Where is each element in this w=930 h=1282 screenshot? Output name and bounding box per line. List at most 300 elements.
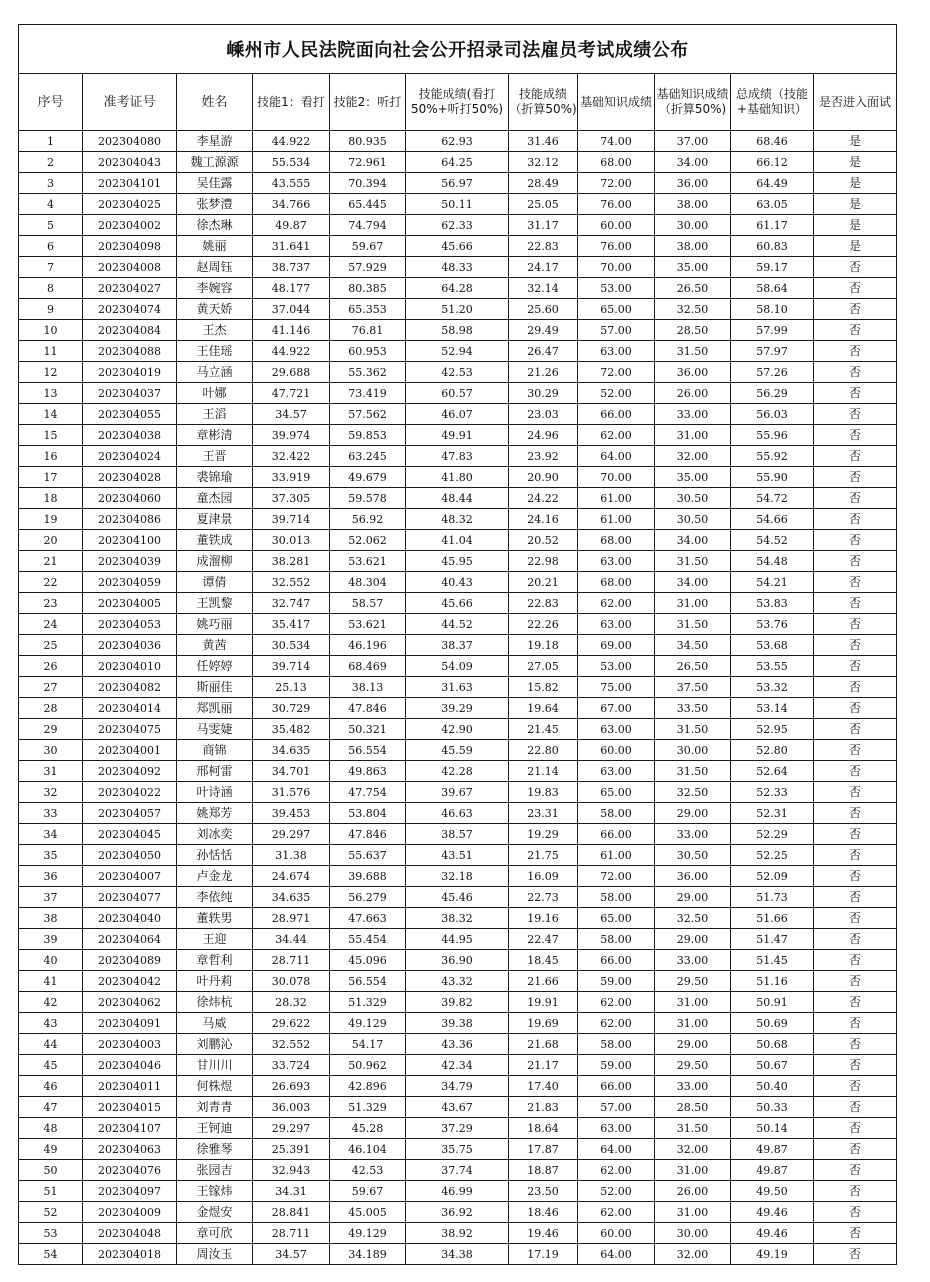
cell-skill-converted: 19.83: [509, 782, 578, 803]
cell-basic-converted: 30.00: [655, 740, 731, 761]
cell-skill-converted: 22.80: [509, 740, 578, 761]
cell-skill-listen: 49.129: [330, 1223, 406, 1244]
cell-skill-view: 39.453: [253, 803, 330, 824]
cell-skill-view: 34.701: [253, 761, 330, 782]
col-header-skill-score: 技能成绩(看打50%+听打50%): [406, 74, 509, 131]
table-row: [19, 740, 897, 761]
cell-total: 55.92: [731, 446, 814, 467]
cell-skill-converted: 19.16: [509, 908, 578, 929]
cell-total: 53.76: [731, 614, 814, 635]
cell-total: 66.12: [731, 152, 814, 173]
cell-skill-view: 37.305: [253, 488, 330, 509]
cell-index: 10: [19, 320, 83, 341]
cell-exam-id: 202304059: [83, 572, 177, 593]
cell-exam-id: 202304092: [83, 761, 177, 782]
cell-skill-score: 42.34: [406, 1055, 509, 1076]
cell-name: 王镓炜: [177, 1181, 253, 1202]
cell-name: 赵周钰: [177, 257, 253, 278]
cell-interview: 否: [814, 530, 897, 551]
cell-skill-view: 33.919: [253, 467, 330, 488]
cell-basic-converted: 29.50: [655, 1055, 731, 1076]
cell-skill-listen: 68.469: [330, 656, 406, 677]
cell-basic-score: 72.00: [578, 362, 655, 383]
cell-basic-score: 65.00: [578, 299, 655, 320]
cell-total: 51.66: [731, 908, 814, 929]
score-rows: [19, 131, 897, 1265]
score-sheet: [18, 24, 896, 1265]
cell-index: 38: [19, 908, 83, 929]
cell-skill-score: 48.33: [406, 257, 509, 278]
cell-skill-score: 62.33: [406, 215, 509, 236]
cell-skill-converted: 24.22: [509, 488, 578, 509]
cell-name: 刘鹏沁: [177, 1034, 253, 1055]
cell-exam-id: 202304098: [83, 236, 177, 257]
cell-skill-listen: 59.853: [330, 425, 406, 446]
cell-interview: 否: [814, 866, 897, 887]
cell-skill-listen: 38.13: [330, 677, 406, 698]
table-row: [19, 530, 897, 551]
cell-basic-converted: 30.50: [655, 845, 731, 866]
cell-skill-listen: 55.454: [330, 929, 406, 950]
cell-name: 王钶迪: [177, 1118, 253, 1139]
cell-index: 12: [19, 362, 83, 383]
cell-skill-listen: 65.445: [330, 194, 406, 215]
cell-name: 马雯婕: [177, 719, 253, 740]
cell-exam-id: 202304009: [83, 1202, 177, 1223]
cell-basic-converted: 36.00: [655, 362, 731, 383]
cell-total: 54.48: [731, 551, 814, 572]
table-row: [19, 215, 897, 236]
cell-basic-score: 53.00: [578, 656, 655, 677]
cell-basic-score: 57.00: [578, 320, 655, 341]
cell-total: 63.05: [731, 194, 814, 215]
cell-skill-converted: 22.26: [509, 614, 578, 635]
cell-skill-view: 30.013: [253, 530, 330, 551]
cell-interview: 否: [814, 1055, 897, 1076]
cell-skill-score: 44.52: [406, 614, 509, 635]
cell-skill-listen: 51.329: [330, 1097, 406, 1118]
cell-skill-score: 42.53: [406, 362, 509, 383]
cell-exam-id: 202304074: [83, 299, 177, 320]
cell-skill-converted: 24.16: [509, 509, 578, 530]
cell-index: 17: [19, 467, 83, 488]
cell-index: 3: [19, 173, 83, 194]
cell-basic-score: 69.00: [578, 635, 655, 656]
cell-skill-view: 33.724: [253, 1055, 330, 1076]
cell-skill-view: 30.729: [253, 698, 330, 719]
cell-skill-score: 37.29: [406, 1118, 509, 1139]
cell-total: 49.46: [731, 1202, 814, 1223]
cell-index: 29: [19, 719, 83, 740]
cell-index: 11: [19, 341, 83, 362]
cell-skill-score: 48.44: [406, 488, 509, 509]
cell-total: 68.46: [731, 131, 814, 152]
cell-total: 60.83: [731, 236, 814, 257]
cell-skill-listen: 63.245: [330, 446, 406, 467]
col-header-total: 总成绩（技能+基础知识）: [731, 74, 814, 131]
table-row: [19, 383, 897, 404]
cell-index: 37: [19, 887, 83, 908]
table-row: [19, 194, 897, 215]
cell-name: 王晋: [177, 446, 253, 467]
cell-skill-converted: 17.40: [509, 1076, 578, 1097]
cell-exam-id: 202304088: [83, 341, 177, 362]
table-row: [19, 509, 897, 530]
cell-interview: 否: [814, 1097, 897, 1118]
col-header-basic-score: 基础知识成绩: [578, 74, 655, 131]
cell-skill-score: 41.04: [406, 530, 509, 551]
cell-skill-converted: 21.26: [509, 362, 578, 383]
table-row: [19, 425, 897, 446]
cell-basic-converted: 35.00: [655, 467, 731, 488]
cell-exam-id: 202304003: [83, 1034, 177, 1055]
cell-skill-listen: 57.562: [330, 404, 406, 425]
cell-skill-converted: 25.60: [509, 299, 578, 320]
cell-index: 44: [19, 1034, 83, 1055]
cell-skill-view: 44.922: [253, 131, 330, 152]
cell-skill-listen: 46.104: [330, 1139, 406, 1160]
cell-exam-id: 202304025: [83, 194, 177, 215]
cell-name: 孙恬恬: [177, 845, 253, 866]
cell-total: 56.29: [731, 383, 814, 404]
cell-total: 52.31: [731, 803, 814, 824]
cell-exam-id: 202304001: [83, 740, 177, 761]
cell-skill-listen: 50.321: [330, 719, 406, 740]
cell-total: 52.33: [731, 782, 814, 803]
cell-skill-listen: 56.554: [330, 740, 406, 761]
cell-total: 54.72: [731, 488, 814, 509]
cell-interview: 否: [814, 1244, 897, 1265]
cell-total: 50.68: [731, 1034, 814, 1055]
cell-interview: 是: [814, 215, 897, 236]
cell-index: 1: [19, 131, 83, 152]
table-row: [19, 152, 897, 173]
cell-basic-score: 66.00: [578, 404, 655, 425]
cell-basic-converted: 31.00: [655, 425, 731, 446]
table-row: [19, 278, 897, 299]
cell-total: 52.25: [731, 845, 814, 866]
cell-basic-converted: 31.00: [655, 1202, 731, 1223]
cell-skill-converted: 18.46: [509, 1202, 578, 1223]
cell-skill-score: 38.92: [406, 1223, 509, 1244]
cell-skill-converted: 19.69: [509, 1013, 578, 1034]
cell-index: 14: [19, 404, 83, 425]
cell-skill-score: 39.38: [406, 1013, 509, 1034]
cell-skill-listen: 50.962: [330, 1055, 406, 1076]
cell-skill-view: 55.534: [253, 152, 330, 173]
cell-skill-listen: 49.129: [330, 1013, 406, 1034]
cell-basic-converted: 31.00: [655, 1013, 731, 1034]
cell-skill-view: 25.13: [253, 677, 330, 698]
cell-skill-converted: 19.18: [509, 635, 578, 656]
cell-basic-converted: 37.50: [655, 677, 731, 698]
cell-skill-converted: 22.47: [509, 929, 578, 950]
table-row: [19, 1097, 897, 1118]
cell-skill-listen: 53.804: [330, 803, 406, 824]
table-row: [19, 1160, 897, 1181]
cell-interview: 否: [814, 467, 897, 488]
cell-exam-id: 202304091: [83, 1013, 177, 1034]
cell-skill-listen: 59.67: [330, 236, 406, 257]
cell-name: 李依纯: [177, 887, 253, 908]
cell-interview: 是: [814, 152, 897, 173]
cell-interview: 否: [814, 929, 897, 950]
cell-skill-score: 49.91: [406, 425, 509, 446]
table-row: [19, 1013, 897, 1034]
cell-exam-id: 202304010: [83, 656, 177, 677]
cell-skill-listen: 80.935: [330, 131, 406, 152]
cell-skill-view: 32.552: [253, 572, 330, 593]
cell-skill-score: 38.57: [406, 824, 509, 845]
cell-skill-view: 34.57: [253, 404, 330, 425]
cell-total: 59.17: [731, 257, 814, 278]
cell-skill-listen: 39.688: [330, 866, 406, 887]
cell-name: 夏津景: [177, 509, 253, 530]
cell-basic-converted: 31.50: [655, 761, 731, 782]
cell-skill-view: 47.721: [253, 383, 330, 404]
cell-exam-id: 202304045: [83, 824, 177, 845]
cell-skill-score: 47.83: [406, 446, 509, 467]
cell-skill-score: 43.36: [406, 1034, 509, 1055]
cell-exam-id: 202304100: [83, 530, 177, 551]
cell-basic-converted: 30.50: [655, 509, 731, 530]
cell-interview: 否: [814, 257, 897, 278]
cell-skill-listen: 70.394: [330, 173, 406, 194]
cell-index: 32: [19, 782, 83, 803]
cell-basic-score: 68.00: [578, 530, 655, 551]
cell-basic-score: 70.00: [578, 467, 655, 488]
table-row: [19, 320, 897, 341]
cell-exam-id: 202304062: [83, 992, 177, 1013]
cell-name: 姚郑芳: [177, 803, 253, 824]
table-row: [19, 803, 897, 824]
cell-interview: 否: [814, 509, 897, 530]
cell-skill-view: 41.146: [253, 320, 330, 341]
cell-total: 52.95: [731, 719, 814, 740]
cell-skill-score: 56.97: [406, 173, 509, 194]
cell-skill-listen: 57.929: [330, 257, 406, 278]
cell-index: 51: [19, 1181, 83, 1202]
cell-basic-score: 63.00: [578, 1118, 655, 1139]
table-row: [19, 446, 897, 467]
cell-name: 周汝玉: [177, 1244, 253, 1265]
col-header-exam-id: 准考证号: [83, 74, 177, 131]
cell-skill-view: 49.87: [253, 215, 330, 236]
cell-exam-id: 202304039: [83, 551, 177, 572]
cell-name: 姚丽: [177, 236, 253, 257]
cell-skill-listen: 60.953: [330, 341, 406, 362]
cell-skill-converted: 21.66: [509, 971, 578, 992]
cell-basic-score: 62.00: [578, 1202, 655, 1223]
cell-skill-converted: 16.09: [509, 866, 578, 887]
cell-total: 52.80: [731, 740, 814, 761]
cell-interview: 否: [814, 1034, 897, 1055]
cell-basic-score: 53.00: [578, 278, 655, 299]
cell-skill-listen: 74.794: [330, 215, 406, 236]
cell-basic-score: 72.00: [578, 173, 655, 194]
cell-name: 马威: [177, 1013, 253, 1034]
cell-exam-id: 202304043: [83, 152, 177, 173]
cell-interview: 否: [814, 446, 897, 467]
cell-skill-converted: 21.17: [509, 1055, 578, 1076]
cell-total: 50.14: [731, 1118, 814, 1139]
cell-skill-score: 58.98: [406, 320, 509, 341]
cell-total: 58.64: [731, 278, 814, 299]
cell-interview: 否: [814, 1181, 897, 1202]
cell-skill-converted: 17.87: [509, 1139, 578, 1160]
cell-skill-converted: 22.98: [509, 551, 578, 572]
cell-total: 61.17: [731, 215, 814, 236]
cell-skill-score: 64.25: [406, 152, 509, 173]
table-row: [19, 572, 897, 593]
cell-skill-converted: 19.29: [509, 824, 578, 845]
cell-basic-converted: 38.00: [655, 194, 731, 215]
cell-exam-id: 202304086: [83, 509, 177, 530]
cell-basic-converted: 31.00: [655, 593, 731, 614]
table-row: [19, 236, 897, 257]
table-row: [19, 551, 897, 572]
cell-skill-converted: 22.83: [509, 236, 578, 257]
cell-total: 49.19: [731, 1244, 814, 1265]
cell-skill-converted: 20.21: [509, 572, 578, 593]
cell-total: 51.47: [731, 929, 814, 950]
cell-total: 50.91: [731, 992, 814, 1013]
cell-skill-view: 29.297: [253, 1118, 330, 1139]
cell-interview: 否: [814, 740, 897, 761]
cell-basic-score: 62.00: [578, 425, 655, 446]
cell-skill-converted: 32.14: [509, 278, 578, 299]
table-row: [19, 929, 897, 950]
cell-skill-view: 30.534: [253, 635, 330, 656]
cell-skill-listen: 76.81: [330, 320, 406, 341]
cell-skill-score: 46.07: [406, 404, 509, 425]
cell-index: 7: [19, 257, 83, 278]
cell-skill-listen: 47.663: [330, 908, 406, 929]
cell-skill-listen: 42.896: [330, 1076, 406, 1097]
cell-name: 谭倩: [177, 572, 253, 593]
cell-exam-id: 202304008: [83, 257, 177, 278]
table-row: [19, 299, 897, 320]
cell-skill-converted: 21.45: [509, 719, 578, 740]
cell-basic-score: 63.00: [578, 614, 655, 635]
cell-interview: 否: [814, 1076, 897, 1097]
cell-total: 53.68: [731, 635, 814, 656]
cell-basic-score: 64.00: [578, 1244, 655, 1265]
cell-skill-view: 26.693: [253, 1076, 330, 1097]
cell-interview: 否: [814, 803, 897, 824]
cell-basic-converted: 32.50: [655, 299, 731, 320]
cell-basic-score: 63.00: [578, 719, 655, 740]
cell-skill-view: 39.974: [253, 425, 330, 446]
cell-skill-view: 28.711: [253, 1223, 330, 1244]
cell-skill-converted: 21.68: [509, 1034, 578, 1055]
cell-name: 王迎: [177, 929, 253, 950]
cell-skill-converted: 24.96: [509, 425, 578, 446]
cell-exam-id: 202304107: [83, 1118, 177, 1139]
cell-basic-converted: 34.00: [655, 152, 731, 173]
cell-skill-converted: 19.91: [509, 992, 578, 1013]
cell-name: 马立涵: [177, 362, 253, 383]
cell-skill-converted: 19.46: [509, 1223, 578, 1244]
cell-skill-view: 38.737: [253, 257, 330, 278]
cell-skill-score: 37.74: [406, 1160, 509, 1181]
cell-exam-id: 202304050: [83, 845, 177, 866]
cell-exam-id: 202304101: [83, 173, 177, 194]
cell-skill-view: 36.003: [253, 1097, 330, 1118]
cell-skill-score: 48.32: [406, 509, 509, 530]
cell-interview: 否: [814, 1223, 897, 1244]
cell-basic-score: 66.00: [578, 1076, 655, 1097]
cell-interview: 否: [814, 593, 897, 614]
cell-name: 成溜柳: [177, 551, 253, 572]
cell-index: 6: [19, 236, 83, 257]
cell-index: 23: [19, 593, 83, 614]
cell-basic-converted: 38.00: [655, 236, 731, 257]
cell-name: 董铁成: [177, 530, 253, 551]
cell-exam-id: 202304076: [83, 1160, 177, 1181]
cell-skill-view: 34.57: [253, 1244, 330, 1265]
cell-skill-score: 39.82: [406, 992, 509, 1013]
cell-skill-listen: 72.961: [330, 152, 406, 173]
cell-interview: 否: [814, 362, 897, 383]
cell-skill-converted: 23.03: [509, 404, 578, 425]
cell-skill-score: 51.20: [406, 299, 509, 320]
cell-skill-score: 36.92: [406, 1202, 509, 1223]
cell-total: 64.49: [731, 173, 814, 194]
cell-skill-converted: 26.47: [509, 341, 578, 362]
cell-skill-listen: 65.353: [330, 299, 406, 320]
cell-skill-score: 45.66: [406, 236, 509, 257]
cell-index: 50: [19, 1160, 83, 1181]
table-row: [19, 1055, 897, 1076]
cell-basic-converted: 28.50: [655, 320, 731, 341]
cell-index: 33: [19, 803, 83, 824]
score-table: [18, 24, 897, 1265]
cell-total: 57.97: [731, 341, 814, 362]
cell-skill-listen: 47.846: [330, 698, 406, 719]
cell-exam-id: 202304014: [83, 698, 177, 719]
cell-skill-view: 48.177: [253, 278, 330, 299]
table-row: [19, 173, 897, 194]
cell-skill-converted: 31.17: [509, 215, 578, 236]
cell-interview: 否: [814, 887, 897, 908]
cell-index: 36: [19, 866, 83, 887]
cell-skill-score: 36.90: [406, 950, 509, 971]
cell-exam-id: 202304097: [83, 1181, 177, 1202]
table-row: [19, 1202, 897, 1223]
cell-total: 52.64: [731, 761, 814, 782]
cell-basic-converted: 30.00: [655, 215, 731, 236]
cell-index: 8: [19, 278, 83, 299]
cell-basic-converted: 35.00: [655, 257, 731, 278]
cell-name: 王滔: [177, 404, 253, 425]
cell-skill-listen: 56.554: [330, 971, 406, 992]
cell-skill-listen: 55.637: [330, 845, 406, 866]
cell-skill-score: 32.18: [406, 866, 509, 887]
cell-basic-converted: 32.50: [655, 908, 731, 929]
table-row: [19, 698, 897, 719]
table-row: [19, 656, 897, 677]
cell-total: 54.21: [731, 572, 814, 593]
cell-skill-score: 43.51: [406, 845, 509, 866]
cell-skill-view: 32.747: [253, 593, 330, 614]
cell-exam-id: 202304007: [83, 866, 177, 887]
cell-index: 39: [19, 929, 83, 950]
cell-interview: 否: [814, 761, 897, 782]
cell-total: 53.55: [731, 656, 814, 677]
cell-index: 4: [19, 194, 83, 215]
cell-exam-id: 202304080: [83, 131, 177, 152]
